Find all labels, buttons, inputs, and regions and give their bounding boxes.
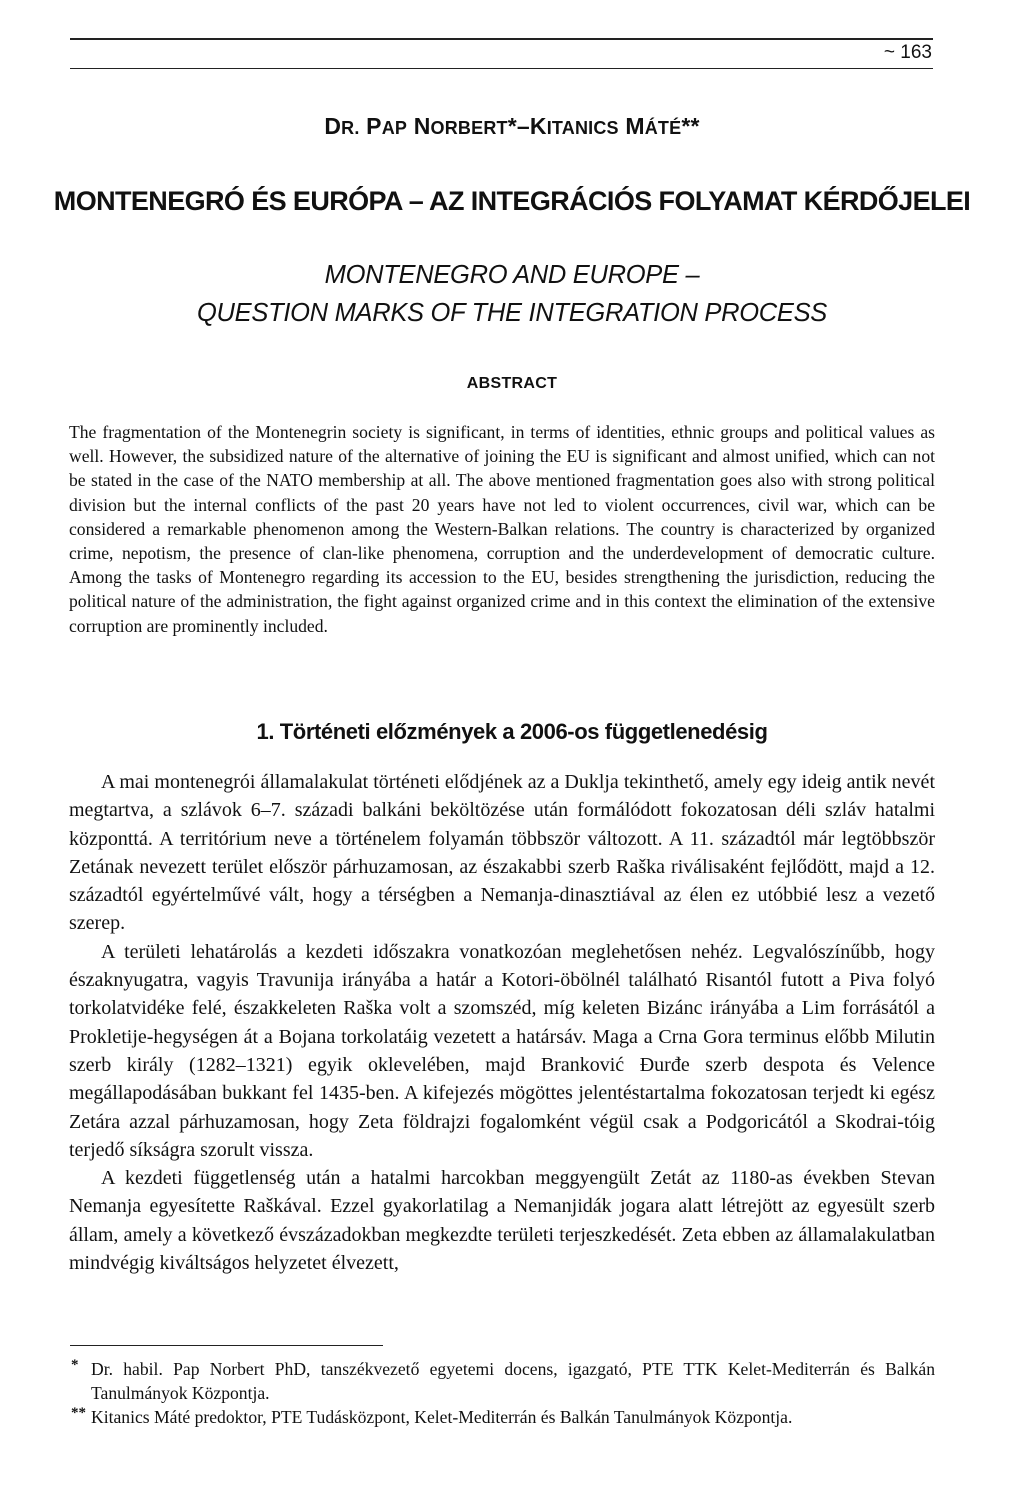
paragraph: A kezdeti függetlenség után a hatalmi harcokban meggyengült Zetát az 1180-as években Stevan Nemanja egyesítette Raškával. Ezzel gyakorlatilag a Nemanjidák jogara alatt létrejött az egyesült szerb állam, amely a következő évszázadokban megkezdte területi terjeszkedését. Zeta ebben az államalakulatban mindvégig kiváltságos helyzetet élvezett,	[69, 1167, 935, 1275]
author1-footnote-mark: *–	[507, 113, 530, 139]
page-number: ~ 163	[883, 42, 932, 63]
footnote	[69, 1406, 935, 1430]
authors-dr-initial: D	[324, 113, 342, 139]
abstract-text: The fragmentation of the Montenegrin society is significant, in terms of identities, ethnic groups and political values as well. However, the subsidized nature of the alternative of joining the EU is significant and almost unified, which can not be stated in the case of the NATO membership at all. The above mentioned fragmentation goes also with strong political division but the internal conflicts of the past 20 years have not led to violent occurrences, civil war, which can be considered a remarkable phenomenon among the Western-Balkan relations. The country is characterized by organized crime, nepotism, the presence of clan-like phenomena, corruption and the underdevelopment of democratic culture. Among the tasks of Montenegro regarding its accession to the EU, besides strengthening the jurisdiction, reducing the political nature of the administration, the fight against organized crime and in this context the elimination of the extensive corruption are prominently included.	[69, 422, 935, 636]
footnote-separator	[70, 1345, 383, 1346]
header-rule	[70, 38, 933, 40]
title-english-line2: QUESTION MARKS OF THE INTEGRATION PROCESS	[197, 299, 827, 327]
footnote-text: Kitanics Máté predoktor, PTE Tudásközpont, Kelet-Mediterrán és Balkán Tanulmányok Központja.	[91, 1407, 793, 1428]
footnotes	[69, 1358, 935, 1431]
footnote-mark: *	[71, 1357, 79, 1373]
abstract-heading: ABSTRACT	[466, 375, 558, 392]
footnote	[69, 1358, 935, 1405]
author2-footnote-mark: **	[681, 113, 700, 139]
author1-surname-rest: AP	[381, 118, 408, 138]
title-english-line1: MONTENEGRO AND EUROPE –	[324, 261, 700, 289]
author2-given-initial: M	[625, 113, 645, 139]
author1-initial: P	[366, 113, 382, 139]
author2-surname-rest: ITANICS	[546, 118, 619, 138]
author1-given-initial: N	[413, 113, 431, 139]
header-rule-bottom	[70, 68, 933, 69]
footnote-mark: **	[71, 1405, 86, 1422]
paragraph: A mai montenegrói államalakulat történeti elődjének az a Duklja tekinthető, amely egy ideig antik nevét megtartva, a szlávok 6–7. századi balkáni beköltözése után formálódott fokozatosan déli szláv hatalmi központtá. A territórium neve a történelem folyamán többször változott. A 11. századtól már legtöbbször Zetának nevezett terület először párhuzamosan, az északabbi szerb Raška riválisaként fejlődött, majd a 12. századtól egyértelművé vált, hogy a térségben a Nemanja-dinasztiával az élen ez utóbbié lesz a vezető szerep.	[69, 771, 935, 935]
title-english	[0, 256, 1024, 332]
title-hungarian: MONTENEGRÓ ÉS EURÓPA – AZ INTEGRÁCIÓS FOLYAMAT KÉRDŐJELEI	[53, 186, 971, 216]
authors-line	[0, 113, 1024, 140]
footnote-text: Dr. habil. Pap Norbert PhD, tanszékvezető egyetemi docens, igazgató, PTE TTK Kelet-Mediterrán és Balkán Tanulmányok Központja.	[91, 1359, 935, 1403]
section-heading: 1. Történeti előzmények a 2006-os függetlenedésig	[256, 719, 768, 744]
paragraph: A területi lehatárolás a kezdeti időszakra vonatkozóan meglehetősen nehéz. Legvalószínűbb, hogy északnyugatra, vagyis Travunija irányába a határ a Kotori-öbölnél található Risantól futott a Piva folyó torkolatvidéke felé, északkeleten Raška volt a szomszéd, míg keleten Bizánc irányába a Lim forrásától a Prokletije-hegységen át a Bojana torkolatáig vezetett a határsáv. Maga a Crna Gora terminus előbb Milutin szerb király (1282–1321) egyik oklevelében, majd Branković Đurđe szerb despota és Velence megállapodásában bukkant fel 1435-ben. A kifejezés mögöttes jelentéstartalma fokozatosan terjedt ki egész Zetára azzal párhuzamosan, hogy Zeta földrajzi fogalomként végül csak a Podgoricától a Skodrai-tóig terjedő síkságra szorult vissza.	[69, 940, 935, 1161]
body-text	[69, 768, 935, 1277]
author2-initial: K	[529, 113, 547, 139]
author1-given-rest: ORBERT	[430, 118, 508, 138]
author2-given-rest: ÁTÉ	[644, 118, 682, 138]
authors-dr-rest: R.	[341, 118, 360, 138]
